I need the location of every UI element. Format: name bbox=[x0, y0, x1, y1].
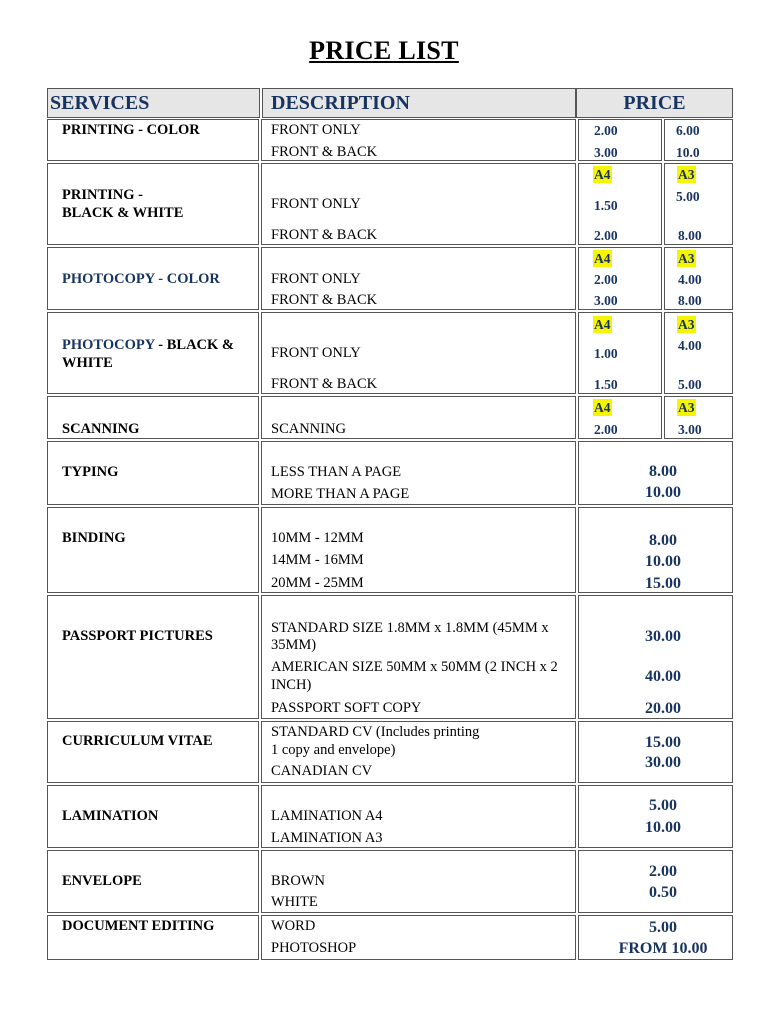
price-value: 0.50 bbox=[649, 884, 677, 901]
header-description: DESCRIPTION bbox=[262, 88, 576, 118]
size-label-a4: A4 bbox=[594, 400, 611, 415]
description-line: WHITE bbox=[271, 894, 318, 910]
service-cell bbox=[47, 507, 259, 593]
price-value: 2.00 bbox=[594, 123, 618, 138]
price-value: 1.50 bbox=[594, 198, 618, 213]
description-line: STANDARD SIZE 1.8MM x 1.8MM (45MM x bbox=[271, 620, 549, 636]
service-cell bbox=[47, 721, 259, 783]
description-line: BROWN bbox=[271, 873, 325, 889]
price-value: 4.00 bbox=[678, 338, 702, 353]
price-value: 3.00 bbox=[594, 145, 618, 160]
price-value: 2.00 bbox=[594, 422, 618, 437]
price-value: 1.50 bbox=[594, 377, 618, 392]
description-line: FRONT & BACK bbox=[271, 144, 378, 160]
description-line: 14MM - 16MM bbox=[271, 552, 364, 568]
size-label-a3: A3 bbox=[678, 167, 695, 182]
price-value: 8.00 bbox=[649, 532, 677, 549]
size-label-a3: A3 bbox=[678, 400, 695, 415]
header-price: PRICE bbox=[576, 88, 733, 118]
price-value: 8.00 bbox=[678, 228, 702, 243]
price-a4-cell bbox=[578, 163, 662, 245]
description-line: FRONT ONLY bbox=[271, 271, 361, 287]
size-label-a3: A3 bbox=[678, 251, 695, 266]
page-title: PRICE LIST bbox=[309, 36, 459, 65]
description-line: FRONT ONLY bbox=[271, 345, 361, 361]
price-value: 5.00 bbox=[649, 797, 677, 814]
description-line: FRONT ONLY bbox=[271, 196, 361, 212]
price-value: 15.00 bbox=[645, 734, 681, 751]
description-line: 35MM) bbox=[271, 637, 317, 653]
service-name: PRINTING - COLOR bbox=[62, 122, 200, 138]
description-line: FRONT ONLY bbox=[271, 122, 361, 138]
price-value: 10.00 bbox=[645, 484, 681, 501]
description-line: FRONT & BACK bbox=[271, 376, 378, 392]
price-value: 40.00 bbox=[645, 668, 681, 685]
description-line: FRONT & BACK bbox=[271, 292, 378, 308]
price-value: 6.00 bbox=[676, 123, 700, 138]
price-value: 20.00 bbox=[645, 700, 681, 717]
price-value: 1.00 bbox=[594, 346, 618, 361]
service-name: PHOTOCOPY - COLOR bbox=[62, 271, 220, 287]
service-name: ENVELOPE bbox=[62, 873, 142, 889]
service-name: PASSPORT PICTURES bbox=[62, 628, 213, 644]
price-cell bbox=[578, 785, 733, 848]
description-line: LAMINATION A3 bbox=[271, 830, 383, 846]
price-value: 5.00 bbox=[676, 189, 700, 204]
size-label-a4: A4 bbox=[594, 251, 611, 266]
size-label-a4: A4 bbox=[594, 167, 611, 182]
price-value: 10.00 bbox=[645, 819, 681, 836]
description-line: CANADIAN CV bbox=[271, 763, 373, 779]
description-line: 20MM - 25MM bbox=[271, 575, 364, 591]
service-name: PHOTOCOPY - BLACK & bbox=[62, 337, 235, 353]
price-a4-cell bbox=[578, 396, 662, 439]
price-value: 2.00 bbox=[594, 228, 618, 243]
description-line: MORE THAN A PAGE bbox=[271, 486, 410, 502]
service-name: LAMINATION bbox=[62, 808, 159, 824]
service-name: CURRICULUM VITAE bbox=[62, 733, 213, 749]
price-value: 30.00 bbox=[645, 628, 681, 645]
size-label-a3: A3 bbox=[678, 317, 695, 332]
price-value: 2.00 bbox=[594, 272, 618, 287]
price-value: 3.00 bbox=[678, 422, 702, 437]
service-name: WHITE bbox=[62, 355, 113, 371]
description-line: WORD bbox=[271, 918, 316, 934]
service-name: BINDING bbox=[62, 530, 126, 546]
description-line: FRONT & BACK bbox=[271, 227, 378, 243]
service-name: TYPING bbox=[62, 464, 119, 480]
price-value: 10.0 bbox=[676, 145, 700, 160]
price-value: 3.00 bbox=[594, 293, 618, 308]
price-cell bbox=[578, 721, 733, 783]
price-value: 5.00 bbox=[678, 377, 702, 392]
description-line: AMERICAN SIZE 50MM x 50MM (2 INCH x 2 bbox=[271, 659, 558, 675]
service-name: SCANNING bbox=[62, 421, 140, 437]
description-line: 1 copy and envelope) bbox=[271, 742, 396, 758]
description-line: LAMINATION A4 bbox=[271, 808, 383, 824]
description-line: PASSPORT SOFT COPY bbox=[271, 700, 422, 716]
price-value: FROM 10.00 bbox=[618, 940, 708, 957]
price-cell bbox=[578, 850, 733, 913]
description-line: LESS THAN A PAGE bbox=[271, 464, 402, 480]
service-name: DOCUMENT EDITING bbox=[62, 918, 215, 934]
price-value: 10.00 bbox=[645, 553, 681, 570]
header-services: SERVICES bbox=[47, 88, 260, 118]
price-a4-cell bbox=[578, 247, 662, 310]
service-cell bbox=[47, 163, 259, 245]
description-line: INCH) bbox=[271, 677, 312, 693]
service-cell bbox=[47, 595, 259, 719]
price-value: 15.00 bbox=[645, 575, 681, 592]
description-line: SCANNING bbox=[271, 421, 346, 437]
price-value: 5.00 bbox=[649, 919, 677, 936]
price-value: 8.00 bbox=[678, 293, 702, 308]
price-value: 2.00 bbox=[649, 863, 677, 880]
description-line: 10MM - 12MM bbox=[271, 530, 364, 546]
service-name: PRINTING - bbox=[62, 187, 143, 203]
size-label-a4: A4 bbox=[594, 317, 611, 332]
service-name: BLACK & WHITE bbox=[62, 205, 184, 221]
price-value: 4.00 bbox=[678, 272, 702, 287]
description-line: STANDARD CV (Includes printing bbox=[271, 724, 480, 740]
description-line: PHOTOSHOP bbox=[271, 940, 357, 956]
price-value: 30.00 bbox=[645, 754, 681, 771]
price-value: 8.00 bbox=[649, 463, 677, 480]
price-a4-cell bbox=[578, 119, 662, 161]
price-a4-cell bbox=[578, 312, 662, 394]
